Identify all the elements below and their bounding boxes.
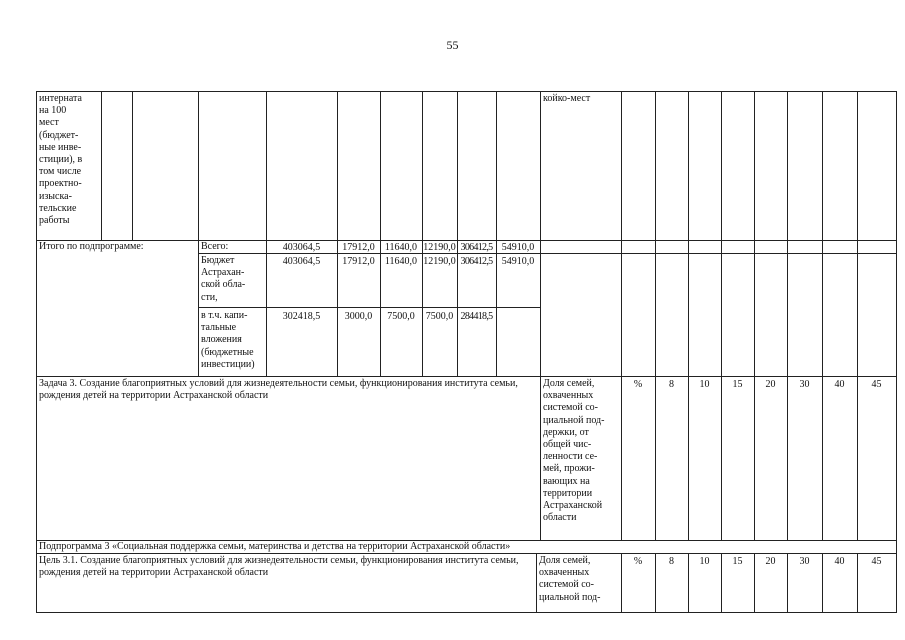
total-all-value: 11640,0 [384, 242, 418, 253]
total-all-value: 403064,5 [282, 242, 321, 253]
capital-value: 7500,0 [425, 311, 454, 322]
total-source-capital: в т.ч. капи- тальные вложения (бюджетные инвестиции) [201, 310, 255, 370]
subprogram3-title: Подпрограмма 3 «Социальная поддержка семьи, материнства и детства на территории Астраханской области» [39, 541, 511, 552]
goal31-value: 15 [732, 556, 743, 567]
goal31-value: 45 [871, 556, 882, 567]
goal31-unit: % [633, 556, 643, 567]
task3-value: 8 [669, 379, 674, 390]
goal31-indicator: Доля семей, охваченных системой со- циальной под- [539, 555, 601, 603]
task3-value: 20 [765, 379, 776, 390]
row1-unit: койко-мест [543, 93, 591, 104]
task3-unit: % [633, 379, 643, 390]
capital-value: 3000,0 [344, 311, 373, 322]
task3-value: 30 [799, 379, 810, 390]
task3-text: Задача 3. Создание благоприятных условий для жизнедеятельности семьи, функционирования института семьи, рождения детей на территории Астраханской области [39, 378, 518, 402]
subprogram-total-label: Итого по подпрограмме: [39, 241, 144, 252]
budget-value: 12190,0 [423, 256, 456, 267]
total-all-value: 12190,0 [423, 242, 456, 253]
goal31-value: 30 [799, 556, 810, 567]
task3-value: 45 [871, 379, 882, 390]
task3-value: 40 [834, 379, 845, 390]
task3-indicator: Доля семей, охваченных системой со- циальной под- держки, от общей чис- ленности се- мей, прожи- вающих на территории Астраханской области [543, 378, 605, 524]
capital-value: 7500,0 [387, 311, 415, 322]
total-all-value: 54910,0 [501, 242, 535, 253]
budget-value: 403064,5 [282, 256, 321, 267]
budget-value: 11640,0 [384, 256, 418, 267]
goal31-value: 8 [669, 556, 674, 567]
budget-value: 306412,5 [460, 256, 493, 267]
goal31-text: Цель 3.1. Создание благоприятных условий для жизнедеятельности семьи, функционирования института семьи, рождения детей на территории Астраханской области [39, 555, 519, 579]
budget-value: 17912,0 [342, 256, 375, 267]
task3-value: 15 [732, 379, 743, 390]
row1-name: интерната на 100 мест (бюджет- ные инве- стиции), в том числе проектно- изыска- тельские работы [39, 93, 83, 227]
total-source-budget: Бюджет Астрахан- ской обла- сти, [201, 255, 246, 303]
goal31-value: 10 [699, 556, 710, 567]
page-number: 55 [446, 38, 459, 52]
capital-value: 284418,5 [460, 311, 493, 322]
total-all-value: 17912,0 [342, 242, 375, 253]
total-source-all: Всего: [201, 241, 229, 252]
budget-value: 54910,0 [501, 256, 535, 267]
goal31-value: 40 [834, 556, 845, 567]
goal31-value: 20 [765, 556, 776, 567]
total-all-value: 306412,5 [460, 242, 493, 253]
capital-value: 302418,5 [282, 311, 321, 322]
task3-value: 10 [699, 379, 710, 390]
